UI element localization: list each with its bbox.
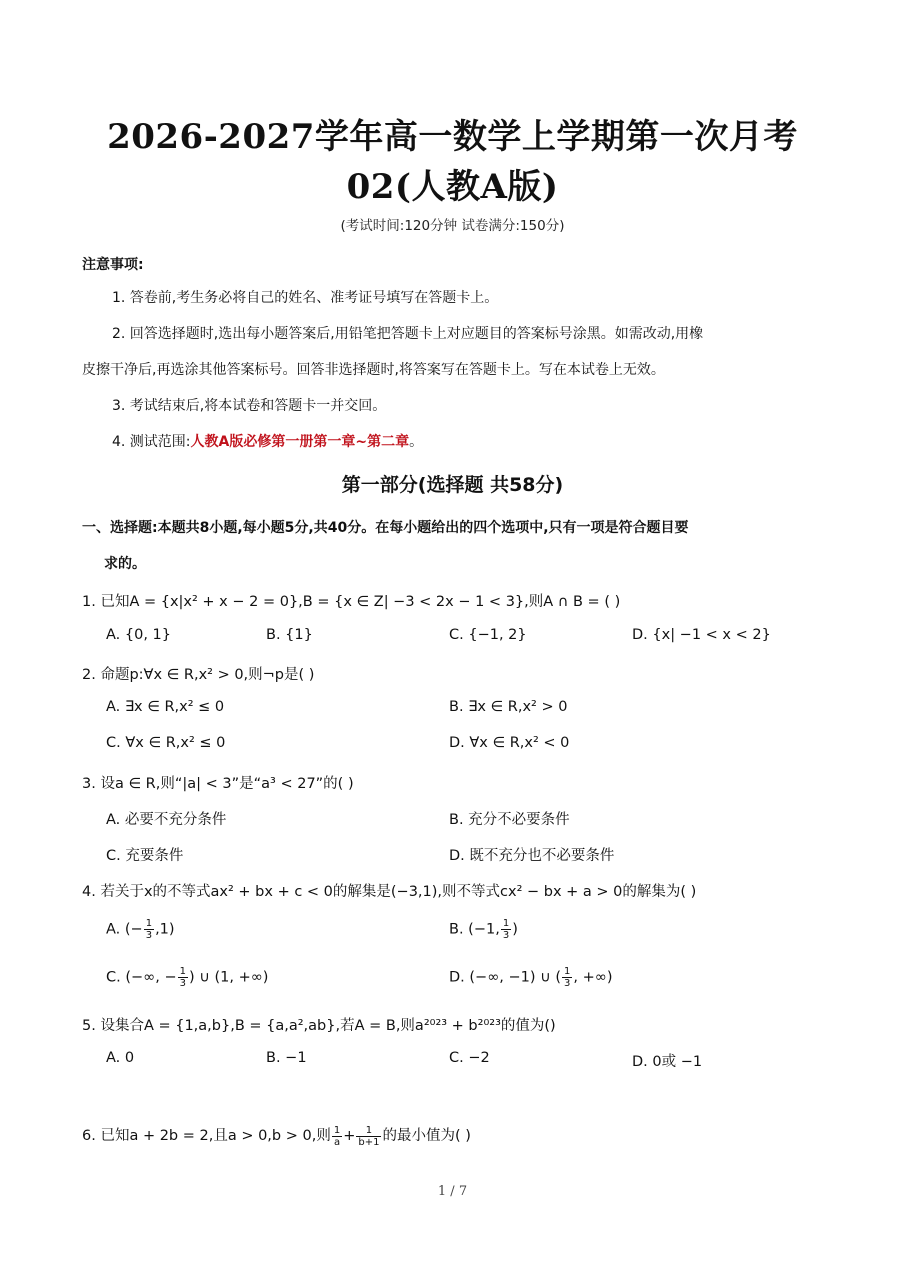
question-2-option-d: D. ∀x ∈ R,x² < 0: [449, 735, 570, 751]
question-1-option-b: B. {1}: [266, 627, 313, 643]
question-3-option-c: C. 充要条件: [106, 848, 184, 864]
notice-heading: 注意事项:: [82, 257, 144, 273]
notice-item-1: 1. 答卷前,考生务必将自己的姓名、准考证号填写在答题卡上。: [112, 290, 499, 306]
question-3-option-d: D. 既不充分也不必要条件: [449, 848, 615, 864]
section-intro: [82, 510, 827, 582]
question-4-option-a: A. (− $\frac{1}{3}$ ,1): [106, 918, 175, 941]
question-2-option-b: B. ∃x ∈ R,x² > 0: [449, 699, 568, 715]
question-5-option-b: B. −1: [266, 1050, 307, 1066]
fraction: $\frac{1}{3}$: [502, 918, 510, 941]
question-4-option-c: C. (−∞, − $\frac{1}{3}$ ) ∪ (1, +∞): [106, 966, 269, 989]
section-intro-line1: 一、选择题:本题共8小题,每小题5分,共40分。在每小题给出的四个选项中,只有一项是符合题目要: [82, 520, 689, 536]
question-2-option-c: C. ∀x ∈ R,x² ≤ 0: [106, 735, 226, 751]
question-2-stem: 2. 命题p:∀x ∈ R,x² > 0,则¬p是( ): [82, 667, 315, 683]
question-3-option-b: B. 充分不必要条件: [449, 812, 570, 828]
question-6-stem: 6. 已知a + 2b = 2,且a > 0,b > 0,则 $\frac{1}{a}$ + $\frac{1}{b+1}$ 的最小值为( ): [82, 1124, 471, 1148]
question-1-option-c: C. {−1, 2}: [449, 627, 527, 643]
question-5-option-c: C. −2: [449, 1050, 490, 1066]
test-scope: 人教A版必修第一册第一章~第二章: [190, 434, 410, 450]
question-5-stem: 5. 设集合A = {1,a,b},B = {a,a²,ab},若A = B,则a²⁰²³ + b²⁰²³的值为(): [82, 1018, 556, 1034]
question-3-option-a: A. 必要不充分条件: [106, 812, 227, 828]
question-4-stem: 4. 若关于x的不等式ax² + bx + c < 0的解集是(−3,1),则不等式cx² − bx + a > 0的解集为( ): [82, 884, 697, 900]
question-5-option-a: A. 0: [106, 1050, 135, 1066]
notice-item-4-end: 。: [409, 434, 424, 450]
question-5-option-d: D. 0或 −1: [632, 1054, 703, 1070]
exam-title: 2026-2027学年高一数学上学期第一次月考02(人教A版): [107, 117, 798, 207]
page-number: 1 / 7: [437, 1184, 468, 1199]
question-4-option-d: D. (−∞, −1) ∪ ( $\frac{1}{3}$ , +∞): [449, 966, 613, 989]
question-3-stem: 3. 设a ∈ R,则“|a| < 3”是“a³ < 27”的( ): [82, 776, 354, 792]
notice-item-4: [82, 424, 827, 460]
notice-item-4-label: 4. 测试范围:: [112, 434, 191, 450]
question-1-option-a: A. {0, 1}: [106, 627, 172, 643]
question-1-stem: 1. 已知A = {x|x² + x − 2 = 0},B = {x ∈ Z| −3 < 2x − 1 < 3},则A ∩ B = ( ): [82, 594, 621, 610]
section-title: 第一部分(选择题 共58分): [341, 474, 564, 496]
fraction: $\frac{1}{3}$: [179, 966, 186, 989]
notice-item-3: 3. 考试结束后,将本试卷和答题卡一并交回。: [112, 398, 387, 414]
fraction: $\frac{1}{3}$: [145, 918, 153, 941]
notice-item-2: 2. 回答选择题时,选出每小题答案后,用铅笔把答题卡上对应题目的答案标号涂黑。如需改动,用橡: [112, 326, 704, 342]
question-1-option-d: D. {x| −1 < x < 2}: [632, 627, 771, 643]
section-intro-line2: 求的。: [104, 556, 146, 572]
exam-subtitle: (考试时间:120分钟 试卷满分:150分): [340, 218, 565, 234]
question-4-option-b: B. (−1, $\frac{1}{3}$ ): [449, 918, 518, 941]
fraction: $\frac{1}{b+1}$: [358, 1124, 380, 1148]
fraction: $\frac{1}{a}$: [333, 1124, 341, 1148]
question-2-option-a: A. ∃x ∈ R,x² ≤ 0: [106, 699, 225, 715]
notice-list: [82, 280, 827, 460]
notice-item-2-cont: 皮擦干净后,再选涂其他答案标号。回答非选择题时,将答案写在答题卡上。写在本试卷上无效。: [82, 362, 665, 378]
fraction: $\frac{1}{3}$: [564, 966, 571, 989]
